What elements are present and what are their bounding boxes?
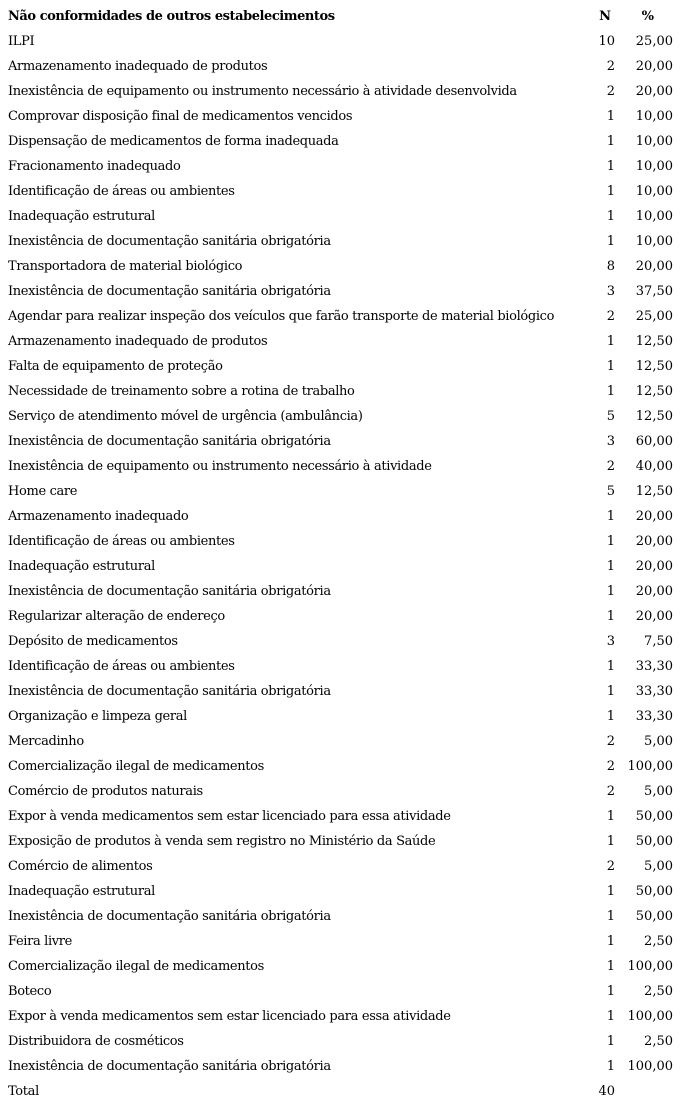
table-row bbox=[0, 579, 681, 604]
row-percent: 25,00 bbox=[635, 309, 673, 324]
nonconformities-table bbox=[0, 4, 681, 1104]
table-row bbox=[0, 754, 681, 779]
row-percent: 5,00 bbox=[644, 784, 673, 799]
row-description: Inexistência de documentação sanitária obrigatória bbox=[8, 234, 331, 249]
row-count: 1 bbox=[606, 209, 615, 224]
row-count: 2 bbox=[606, 759, 615, 774]
row-percent: 50,00 bbox=[635, 909, 673, 924]
row-count: 1 bbox=[606, 534, 615, 549]
row-count: 2 bbox=[606, 59, 615, 74]
row-description: Inexistência de documentação sanitária obrigatória bbox=[8, 684, 331, 699]
table-row bbox=[0, 529, 681, 554]
row-percent: 100,00 bbox=[627, 959, 673, 974]
row-percent: 10,00 bbox=[635, 209, 673, 224]
row-count: 1 bbox=[606, 1009, 615, 1024]
row-count: 1 bbox=[606, 159, 615, 174]
row-percent: 10,00 bbox=[635, 184, 673, 199]
table-header-row bbox=[0, 4, 681, 29]
row-count: 2 bbox=[606, 859, 615, 874]
row-count: 1 bbox=[606, 684, 615, 699]
row-percent: 12,50 bbox=[635, 484, 673, 499]
table-row bbox=[0, 929, 681, 954]
row-description: Armazenamento inadequado de produtos bbox=[8, 59, 268, 74]
row-percent: 10,00 bbox=[635, 109, 673, 124]
column-header-description: Não conformidades de outros estabelecimentos bbox=[8, 9, 335, 24]
row-count: 1 bbox=[606, 709, 615, 724]
table-row bbox=[0, 829, 681, 854]
row-count: 1 bbox=[606, 1034, 615, 1049]
table-row bbox=[0, 354, 681, 379]
row-description: Comercialização ilegal de medicamentos bbox=[8, 959, 264, 974]
row-percent: 10,00 bbox=[635, 234, 673, 249]
row-percent: 2,50 bbox=[644, 934, 673, 949]
table-row bbox=[0, 54, 681, 79]
row-description: Transportadora de material biológico bbox=[8, 259, 243, 274]
table-row bbox=[0, 879, 681, 904]
row-description: Expor à venda medicamentos sem estar licenciado para essa atividade bbox=[8, 1009, 451, 1024]
table-row bbox=[0, 254, 681, 279]
row-count: 1 bbox=[606, 184, 615, 199]
row-percent: 20,00 bbox=[635, 84, 673, 99]
row-description: Depósito de medicamentos bbox=[8, 634, 178, 649]
row-percent: 20,00 bbox=[635, 509, 673, 524]
row-description: Regularizar alteração de endereço bbox=[8, 609, 225, 624]
row-count: 1 bbox=[606, 234, 615, 249]
row-percent: 12,50 bbox=[635, 384, 673, 399]
table-body bbox=[0, 29, 681, 1079]
table-row bbox=[0, 104, 681, 129]
row-percent: 20,00 bbox=[635, 609, 673, 624]
row-description: Inadequação estrutural bbox=[8, 884, 155, 899]
row-description: Feira livre bbox=[8, 934, 72, 949]
row-percent: 5,00 bbox=[644, 859, 673, 874]
row-percent: 12,50 bbox=[635, 334, 673, 349]
row-percent: 5,00 bbox=[644, 734, 673, 749]
row-description: Serviço de atendimento móvel de urgência (ambulância) bbox=[8, 409, 363, 424]
row-count: 8 bbox=[606, 259, 615, 274]
row-description: Expor à venda medicamentos sem estar licenciado para essa atividade bbox=[8, 809, 451, 824]
row-description: Inadequação estrutural bbox=[8, 559, 155, 574]
table-row bbox=[0, 1029, 681, 1054]
column-header-percent: % bbox=[641, 9, 654, 24]
table-row bbox=[0, 904, 681, 929]
row-count: 1 bbox=[606, 834, 615, 849]
row-count: 5 bbox=[606, 409, 615, 424]
table-row bbox=[0, 79, 681, 104]
row-percent: 20,00 bbox=[635, 59, 673, 74]
row-count: 1 bbox=[606, 959, 615, 974]
table-row bbox=[0, 379, 681, 404]
table-row bbox=[0, 679, 681, 704]
table-row bbox=[0, 704, 681, 729]
table-row bbox=[0, 1054, 681, 1079]
row-percent: 20,00 bbox=[635, 259, 673, 274]
row-percent: 50,00 bbox=[635, 884, 673, 899]
row-percent: 20,00 bbox=[635, 584, 673, 599]
row-count: 1 bbox=[606, 884, 615, 899]
table-row bbox=[0, 404, 681, 429]
row-percent: 20,00 bbox=[635, 559, 673, 574]
table-row bbox=[0, 629, 681, 654]
row-percent: 100,00 bbox=[627, 759, 673, 774]
column-header-n: N bbox=[599, 9, 611, 24]
table-row bbox=[0, 329, 681, 354]
row-percent: 50,00 bbox=[635, 834, 673, 849]
row-count: 2 bbox=[606, 734, 615, 749]
row-count: 1 bbox=[606, 134, 615, 149]
row-percent: 33,30 bbox=[635, 684, 673, 699]
row-description: ILPI bbox=[8, 34, 35, 49]
row-description: Inexistência de documentação sanitária obrigatória bbox=[8, 1059, 331, 1074]
row-description: Inexistência de equipamento ou instrumento necessário à atividade desenvolvida bbox=[8, 84, 517, 99]
row-percent: 100,00 bbox=[627, 1009, 673, 1024]
row-percent: 100,00 bbox=[627, 1059, 673, 1074]
table-row bbox=[0, 954, 681, 979]
row-description: Boteco bbox=[8, 984, 52, 999]
row-count: 1 bbox=[606, 984, 615, 999]
row-count: 1 bbox=[606, 384, 615, 399]
row-description: Armazenamento inadequado bbox=[8, 509, 189, 524]
row-description: Inexistência de equipamento ou instrumento necessário à atividade bbox=[8, 459, 432, 474]
row-count: 1 bbox=[606, 934, 615, 949]
row-count: 1 bbox=[606, 659, 615, 674]
row-description: Distribuidora de cosméticos bbox=[8, 1034, 184, 1049]
table-row bbox=[0, 304, 681, 329]
row-percent: 33,30 bbox=[635, 659, 673, 674]
row-percent: 25,00 bbox=[635, 34, 673, 49]
table-row bbox=[0, 654, 681, 679]
row-percent: 2,50 bbox=[644, 984, 673, 999]
row-percent: 12,50 bbox=[635, 409, 673, 424]
row-count: 2 bbox=[606, 459, 615, 474]
table-row bbox=[0, 1004, 681, 1029]
table-row bbox=[0, 479, 681, 504]
row-description: Inexistência de documentação sanitária obrigatória bbox=[8, 584, 331, 599]
row-description: Fracionamento inadequado bbox=[8, 159, 181, 174]
row-percent: 60,00 bbox=[635, 434, 673, 449]
table-row bbox=[0, 229, 681, 254]
row-count: 1 bbox=[606, 809, 615, 824]
table-row bbox=[0, 979, 681, 1004]
table-row bbox=[0, 154, 681, 179]
total-label: Total bbox=[8, 1084, 39, 1099]
row-count: 3 bbox=[606, 634, 615, 649]
row-description: Exposição de produtos à venda sem registro no Ministério da Saúde bbox=[8, 834, 436, 849]
row-description: Inexistência de documentação sanitária obrigatória bbox=[8, 909, 331, 924]
row-description: Inexistência de documentação sanitária obrigatória bbox=[8, 284, 331, 299]
row-percent: 2,50 bbox=[644, 1034, 673, 1049]
row-percent: 33,30 bbox=[635, 709, 673, 724]
table-row bbox=[0, 854, 681, 879]
row-count: 3 bbox=[606, 284, 615, 299]
row-count: 1 bbox=[606, 509, 615, 524]
table-row bbox=[0, 279, 681, 304]
row-count: 1 bbox=[606, 109, 615, 124]
row-description: Comércio de produtos naturais bbox=[8, 784, 203, 799]
row-description: Comércio de alimentos bbox=[8, 859, 153, 874]
table-row bbox=[0, 179, 681, 204]
row-percent: 20,00 bbox=[635, 534, 673, 549]
row-percent: 12,50 bbox=[635, 359, 673, 374]
table-row bbox=[0, 204, 681, 229]
row-percent: 50,00 bbox=[635, 809, 673, 824]
table-row bbox=[0, 429, 681, 454]
table-row bbox=[0, 29, 681, 54]
row-count: 1 bbox=[606, 359, 615, 374]
row-percent: 10,00 bbox=[635, 159, 673, 174]
table-row bbox=[0, 454, 681, 479]
row-percent: 10,00 bbox=[635, 134, 673, 149]
row-count: 2 bbox=[606, 84, 615, 99]
row-count: 1 bbox=[606, 559, 615, 574]
row-description: Home care bbox=[8, 484, 78, 499]
row-description: Mercadinho bbox=[8, 734, 84, 749]
row-count: 10 bbox=[598, 34, 615, 49]
row-count: 1 bbox=[606, 584, 615, 599]
row-description: Necessidade de treinamento sobre a rotina de trabalho bbox=[8, 384, 355, 399]
total-n: 40 bbox=[598, 1084, 615, 1099]
row-description: Dispensação de medicamentos de forma inadequada bbox=[8, 134, 339, 149]
table-row bbox=[0, 729, 681, 754]
row-description: Identificação de áreas ou ambientes bbox=[8, 184, 235, 199]
row-count: 3 bbox=[606, 434, 615, 449]
table-total-row bbox=[0, 1079, 681, 1104]
row-description: Identificação de áreas ou ambientes bbox=[8, 534, 235, 549]
table-row bbox=[0, 129, 681, 154]
row-count: 1 bbox=[606, 909, 615, 924]
table-row bbox=[0, 604, 681, 629]
table-row bbox=[0, 779, 681, 804]
row-description: Comprovar disposição final de medicamentos vencidos bbox=[8, 109, 353, 124]
row-description: Identificação de áreas ou ambientes bbox=[8, 659, 235, 674]
row-description: Comercialização ilegal de medicamentos bbox=[8, 759, 264, 774]
row-count: 1 bbox=[606, 609, 615, 624]
row-count: 2 bbox=[606, 309, 615, 324]
row-description: Inadequação estrutural bbox=[8, 209, 155, 224]
row-description: Organização e limpeza geral bbox=[8, 709, 187, 724]
row-description: Armazenamento inadequado de produtos bbox=[8, 334, 268, 349]
row-count: 2 bbox=[606, 784, 615, 799]
row-count: 5 bbox=[606, 484, 615, 499]
table-row bbox=[0, 504, 681, 529]
row-percent: 37,50 bbox=[635, 284, 673, 299]
row-percent: 40,00 bbox=[635, 459, 673, 474]
row-description: Agendar para realizar inspeção dos veículos que farão transporte de material biológico bbox=[8, 309, 555, 324]
table-row bbox=[0, 804, 681, 829]
row-count: 1 bbox=[606, 1059, 615, 1074]
row-description: Inexistência de documentação sanitária obrigatória bbox=[8, 434, 331, 449]
row-description: Falta de equipamento de proteção bbox=[8, 359, 223, 374]
row-count: 1 bbox=[606, 334, 615, 349]
table-row bbox=[0, 554, 681, 579]
row-percent: 7,50 bbox=[644, 634, 673, 649]
